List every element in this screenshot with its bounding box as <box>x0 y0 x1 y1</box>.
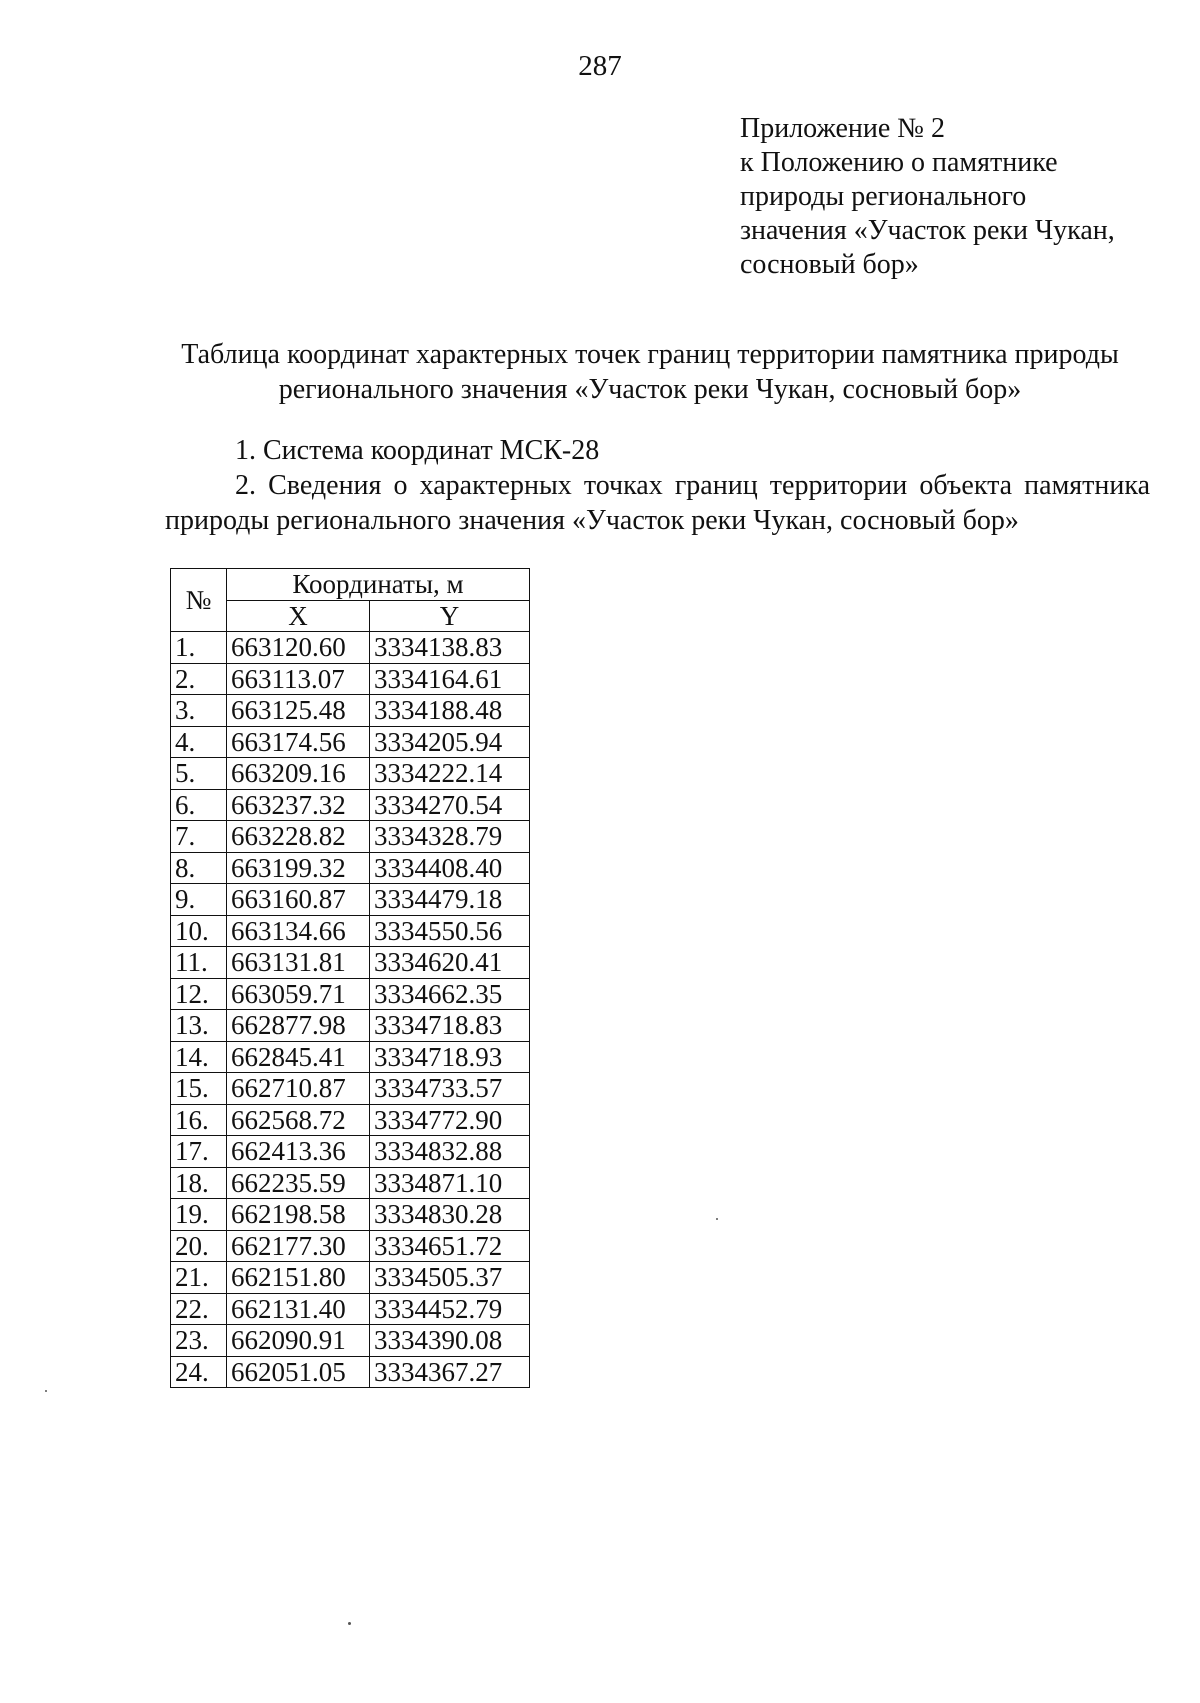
appendix-note <box>740 112 1115 282</box>
x-coordinate-cell: 663160.87 <box>227 884 370 916</box>
point-number-cell: 2. <box>171 663 227 695</box>
table-row <box>171 884 530 916</box>
table-row <box>171 726 530 758</box>
y-column-header: Y <box>370 600 530 632</box>
y-coordinate-cell: 3334188.48 <box>370 695 530 727</box>
y-coordinate-cell: 3334662.35 <box>370 978 530 1010</box>
table-title-line: регионального значения «Участок реки Чукан, сосновый бор» <box>278 374 1022 405</box>
scan-speck <box>348 1622 351 1625</box>
y-coordinate-cell: 3334871.10 <box>370 1167 530 1199</box>
table-row <box>171 852 530 884</box>
point-number-cell: 24. <box>171 1356 227 1388</box>
point-number-cell: 19. <box>171 1199 227 1231</box>
table-title-line: Таблица координат характерных точек границ территории памятника природы <box>181 339 1119 370</box>
x-coordinate-cell: 663059.71 <box>227 978 370 1010</box>
y-coordinate-cell: 3334138.83 <box>370 632 530 664</box>
table-row <box>171 821 530 853</box>
y-coordinate-cell: 3334222.14 <box>370 758 530 790</box>
y-coordinate-cell: 3334452.79 <box>370 1293 530 1325</box>
y-coordinate-cell: 3334550.56 <box>370 915 530 947</box>
table-row <box>171 1262 530 1294</box>
point-number-cell: 13. <box>171 1010 227 1042</box>
y-coordinate-cell: 3334270.54 <box>370 789 530 821</box>
point-number-cell: 6. <box>171 789 227 821</box>
appendix-line: природы регионального <box>740 181 1027 212</box>
table-row <box>171 1293 530 1325</box>
y-coordinate-cell: 3334718.83 <box>370 1010 530 1042</box>
x-coordinate-cell: 663209.16 <box>227 758 370 790</box>
table-row <box>171 915 530 947</box>
x-coordinate-cell: 662877.98 <box>227 1010 370 1042</box>
table-row <box>171 632 530 664</box>
y-coordinate-cell: 3334408.40 <box>370 852 530 884</box>
point-number-cell: 16. <box>171 1104 227 1136</box>
y-coordinate-cell: 3334651.72 <box>370 1230 530 1262</box>
x-coordinate-cell: 663120.60 <box>227 632 370 664</box>
table-row <box>171 1041 530 1073</box>
y-coordinate-cell: 3334205.94 <box>370 726 530 758</box>
x-coordinate-cell: 662090.91 <box>227 1325 370 1357</box>
table-row <box>171 1073 530 1105</box>
point-number-cell: 1. <box>171 632 227 664</box>
coordinates-column-header: Координаты, м <box>227 569 530 601</box>
x-coordinate-cell: 663131.81 <box>227 947 370 979</box>
point-number-cell: 15. <box>171 1073 227 1105</box>
x-coordinate-cell: 662177.30 <box>227 1230 370 1262</box>
coordinates-table <box>170 568 530 1388</box>
x-coordinate-cell: 663134.66 <box>227 915 370 947</box>
y-coordinate-cell: 3334718.93 <box>370 1041 530 1073</box>
appendix-line: к Положению о памятнике <box>740 147 1058 178</box>
table-row <box>171 1010 530 1042</box>
y-coordinate-cell: 3334479.18 <box>370 884 530 916</box>
boundary-info-item-line1: 2. Сведения о характерных точках границ территории объекта памятника <box>235 470 1150 501</box>
x-coordinate-cell: 662198.58 <box>227 1199 370 1231</box>
y-coordinate-cell: 3334772.90 <box>370 1104 530 1136</box>
point-number-cell: 11. <box>171 947 227 979</box>
coordinate-system-item: 1. Система координат МСК-28 <box>235 435 600 466</box>
x-coordinate-cell: 662413.36 <box>227 1136 370 1168</box>
y-coordinate-cell: 3334164.61 <box>370 663 530 695</box>
x-coordinate-cell: 663174.56 <box>227 726 370 758</box>
table-header-row <box>171 569 530 601</box>
y-coordinate-cell: 3334505.37 <box>370 1262 530 1294</box>
point-number-cell: 21. <box>171 1262 227 1294</box>
point-number-cell: 7. <box>171 821 227 853</box>
appendix-line: сосновый бор» <box>740 249 919 280</box>
number-column-header: № <box>171 569 227 632</box>
point-number-cell: 8. <box>171 852 227 884</box>
info-section <box>165 433 1150 538</box>
x-coordinate-cell: 662151.80 <box>227 1262 370 1294</box>
point-number-cell: 4. <box>171 726 227 758</box>
table-row <box>171 789 530 821</box>
x-coordinate-cell: 662845.41 <box>227 1041 370 1073</box>
x-coordinate-cell: 663237.32 <box>227 789 370 821</box>
y-coordinate-cell: 3334733.57 <box>370 1073 530 1105</box>
scan-speck <box>716 1218 718 1220</box>
table-row <box>171 978 530 1010</box>
y-coordinate-cell: 3334832.88 <box>370 1136 530 1168</box>
x-coordinate-cell: 663199.32 <box>227 852 370 884</box>
y-coordinate-cell: 3334367.27 <box>370 1356 530 1388</box>
point-number-cell: 22. <box>171 1293 227 1325</box>
scan-speck <box>45 1390 47 1392</box>
boundary-info-item-line2: природы регионального значения «Участок реки Чукан, сосновый бор» <box>165 505 1019 536</box>
point-number-cell: 20. <box>171 1230 227 1262</box>
table-row <box>171 758 530 790</box>
point-number-cell: 3. <box>171 695 227 727</box>
x-coordinate-cell: 663228.82 <box>227 821 370 853</box>
table-row <box>171 1199 530 1231</box>
table-row <box>171 1230 530 1262</box>
table-row <box>171 947 530 979</box>
table-row <box>171 1136 530 1168</box>
point-number-cell: 9. <box>171 884 227 916</box>
x-coordinate-cell: 662568.72 <box>227 1104 370 1136</box>
point-number-cell: 17. <box>171 1136 227 1168</box>
x-coordinate-cell: 663113.07 <box>227 663 370 695</box>
point-number-cell: 14. <box>171 1041 227 1073</box>
y-coordinate-cell: 3334328.79 <box>370 821 530 853</box>
x-column-header: X <box>227 600 370 632</box>
x-coordinate-cell: 662235.59 <box>227 1167 370 1199</box>
appendix-line: Приложение № 2 <box>740 113 945 144</box>
table-body <box>171 632 530 1388</box>
point-number-cell: 18. <box>171 1167 227 1199</box>
y-coordinate-cell: 3334620.41 <box>370 947 530 979</box>
x-coordinate-cell: 662131.40 <box>227 1293 370 1325</box>
page-number: 287 <box>578 50 622 82</box>
table-row <box>171 1104 530 1136</box>
table-row <box>171 1325 530 1357</box>
table-title <box>150 337 1150 407</box>
y-coordinate-cell: 3334830.28 <box>370 1199 530 1231</box>
point-number-cell: 23. <box>171 1325 227 1357</box>
table-row <box>171 695 530 727</box>
x-coordinate-cell: 662051.05 <box>227 1356 370 1388</box>
table-row <box>171 1167 530 1199</box>
x-coordinate-cell: 662710.87 <box>227 1073 370 1105</box>
y-coordinate-cell: 3334390.08 <box>370 1325 530 1357</box>
point-number-cell: 5. <box>171 758 227 790</box>
x-coordinate-cell: 663125.48 <box>227 695 370 727</box>
point-number-cell: 10. <box>171 915 227 947</box>
table-row <box>171 1356 530 1388</box>
appendix-line: значения «Участок реки Чукан, <box>740 215 1115 246</box>
point-number-cell: 12. <box>171 978 227 1010</box>
table-row <box>171 663 530 695</box>
